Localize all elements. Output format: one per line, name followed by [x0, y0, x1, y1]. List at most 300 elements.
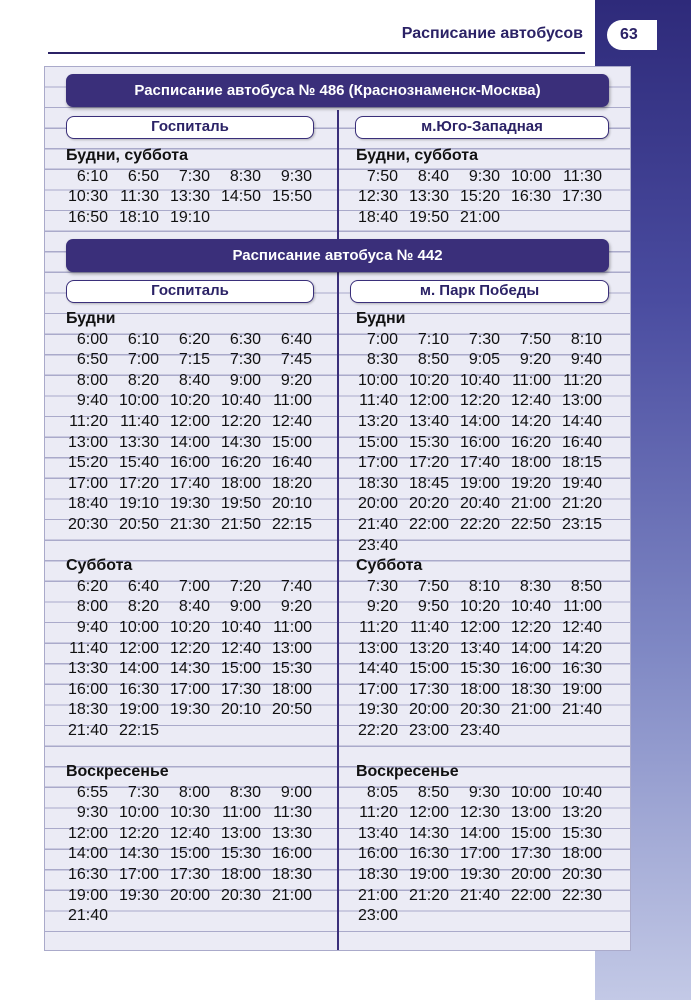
departure-time: 13:00	[271, 639, 312, 657]
departure-time: 21:40	[459, 886, 500, 904]
departure-time: 17:30	[561, 188, 602, 206]
departure-time: 8:50	[417, 783, 449, 801]
time-row	[56, 412, 316, 433]
departure-time: 18:40	[67, 495, 108, 513]
bus-486-stop-left: Госпиталь	[66, 116, 314, 139]
time-row	[346, 208, 606, 229]
departure-time: 16:30	[67, 866, 108, 884]
departure-time: 17:00	[118, 866, 159, 884]
time-row	[346, 391, 606, 412]
departure-time: 22:00	[408, 515, 449, 533]
departure-time: 13:20	[357, 412, 398, 430]
time-row	[346, 187, 606, 208]
time-row	[346, 350, 606, 371]
departure-time: 8:50	[417, 351, 449, 369]
bus-442-stop-right: м. Парк Победы	[350, 280, 609, 303]
departure-time: 16:30	[408, 845, 449, 863]
departure-time: 15:00	[357, 433, 398, 451]
departure-time: 8:20	[127, 371, 159, 389]
departure-time: 15:30	[561, 824, 602, 842]
departure-time: 7:50	[366, 167, 398, 185]
time-row	[56, 350, 316, 371]
departure-time: 17:00	[169, 680, 210, 698]
departure-time: 13:20	[408, 639, 449, 657]
section-label: Будни, суббота	[356, 147, 479, 164]
departure-time: 23:40	[459, 721, 500, 739]
departure-time: 18:15	[561, 454, 602, 472]
departure-time: 11:30	[563, 167, 602, 185]
departure-time: 14:50	[220, 188, 261, 206]
departure-time: 11:20	[359, 618, 398, 636]
departure-time: 11:20	[359, 804, 398, 822]
departure-time: 20:00	[169, 886, 210, 904]
departure-time: 16:30	[510, 188, 551, 206]
departure-time: 14:40	[561, 412, 602, 430]
departure-time: 7:30	[178, 167, 210, 185]
departure-time: 8:30	[229, 167, 261, 185]
departure-time: 18:00	[271, 680, 312, 698]
departure-time: 8:50	[570, 577, 602, 595]
departure-time: 20:20	[408, 495, 449, 513]
page-number: 63	[607, 20, 657, 50]
bus-486-right-times	[346, 146, 606, 228]
departure-time: 7:00	[366, 330, 398, 348]
time-row	[56, 453, 316, 474]
departure-time: 6:20	[76, 577, 108, 595]
departure-time: 14:00	[118, 660, 159, 678]
time-row	[56, 187, 316, 208]
time-row	[56, 865, 316, 886]
time-row	[346, 700, 606, 721]
departure-time: 16:00	[459, 433, 500, 451]
departure-time: 13:00	[357, 639, 398, 657]
time-row	[56, 208, 316, 229]
time-row	[346, 865, 606, 886]
departure-time: 15:00	[510, 824, 551, 842]
time-row	[56, 659, 316, 680]
departure-time: 14:20	[561, 639, 602, 657]
time-row	[346, 824, 606, 845]
departure-time: 8:05	[366, 783, 398, 801]
departure-time: 10:40	[220, 618, 261, 636]
departure-time: 19:30	[118, 886, 159, 904]
time-row	[346, 167, 606, 188]
time-row	[346, 536, 606, 557]
departure-time: 23:00	[408, 721, 449, 739]
departure-time: 20:00	[510, 866, 551, 884]
departure-time: 8:40	[178, 371, 210, 389]
departure-time: 13:00	[67, 433, 108, 451]
time-row	[56, 474, 316, 495]
departure-time: 7:30	[468, 330, 500, 348]
time-row	[346, 330, 606, 351]
departure-time: 7:00	[127, 351, 159, 369]
departure-time: 14:00	[459, 412, 500, 430]
departure-time: 17:30	[510, 845, 551, 863]
departure-time: 12:00	[408, 392, 449, 410]
departure-time: 19:30	[169, 495, 210, 513]
departure-time: 10:40	[459, 371, 500, 389]
departure-time: 15:00	[220, 660, 261, 678]
departure-time: 8:10	[570, 330, 602, 348]
departure-time: 23:15	[561, 515, 602, 533]
bus-442-right-times	[346, 309, 606, 927]
time-row	[346, 577, 606, 598]
departure-time: 19:20	[510, 474, 551, 492]
time-row	[56, 330, 316, 351]
departure-time: 12:30	[357, 188, 398, 206]
time-row	[346, 618, 606, 639]
departure-time: 17:40	[459, 454, 500, 472]
departure-time: 17:30	[408, 680, 449, 698]
departure-time: 11:40	[69, 639, 108, 657]
departure-time: 20:50	[118, 515, 159, 533]
departure-time: 17:00	[459, 845, 500, 863]
time-row	[346, 494, 606, 515]
time-row	[56, 391, 316, 412]
departure-time: 18:00	[561, 845, 602, 863]
departure-time: 20:40	[459, 495, 500, 513]
departure-time: 9:20	[519, 351, 551, 369]
bus-486-title: Расписание автобуса № 486 (Краснознаменск-Москва)	[66, 74, 609, 107]
time-row	[56, 803, 316, 824]
departure-time: 12:40	[510, 392, 551, 410]
departure-time: 12:00	[459, 618, 500, 636]
departure-time: 15:00	[169, 845, 210, 863]
departure-time: 13:40	[357, 824, 398, 842]
departure-time: 11:40	[410, 618, 449, 636]
departure-time: 13:30	[118, 433, 159, 451]
departure-time: 7:45	[280, 351, 312, 369]
time-row	[346, 371, 606, 392]
departure-time: 17:00	[357, 680, 398, 698]
departure-time: 19:30	[459, 866, 500, 884]
departure-time: 6:50	[127, 167, 159, 185]
time-row	[346, 659, 606, 680]
departure-time: 18:00	[220, 866, 261, 884]
departure-time: 9:50	[417, 598, 449, 616]
departure-time: 20:50	[271, 701, 312, 719]
departure-time: 21:00	[271, 886, 312, 904]
departure-time: 21:40	[67, 721, 108, 739]
departure-time: 12:40	[169, 824, 210, 842]
departure-time: 8:30	[519, 577, 551, 595]
departure-time: 7:15	[178, 351, 210, 369]
departure-time: 11:00	[273, 392, 312, 410]
time-row	[56, 700, 316, 721]
departure-time: 16:00	[357, 845, 398, 863]
departure-time: 8:30	[229, 783, 261, 801]
departure-time: 7:40	[280, 577, 312, 595]
departure-time: 14:30	[118, 845, 159, 863]
section-label: Воскресенье	[356, 763, 459, 781]
departure-time: 20:00	[408, 701, 449, 719]
departure-time: 12:00	[169, 412, 210, 430]
departure-time: 13:40	[459, 639, 500, 657]
bus-486-left-times	[56, 146, 316, 228]
departure-time: 11:20	[69, 412, 108, 430]
departure-time: 8:10	[468, 577, 500, 595]
departure-time: 18:00	[459, 680, 500, 698]
departure-time: 16:20	[220, 454, 261, 472]
departure-time: 21:50	[220, 515, 261, 533]
departure-time: 12:20	[169, 639, 210, 657]
departure-time: 9:00	[229, 598, 261, 616]
bus-442-title: Расписание автобуса № 442	[66, 239, 609, 272]
departure-time: 11:30	[120, 188, 159, 206]
departure-time: 20:30	[220, 886, 261, 904]
departure-time: 14:20	[510, 412, 551, 430]
departure-time: 14:30	[220, 433, 261, 451]
time-row	[56, 639, 316, 660]
departure-time: 13:20	[561, 804, 602, 822]
departure-time: 13:00	[220, 824, 261, 842]
time-row	[56, 597, 316, 618]
departure-time: 19:10	[118, 495, 159, 513]
departure-time: 11:00	[512, 371, 551, 389]
section-label: Будни	[356, 310, 406, 327]
departure-time: 19:00	[408, 866, 449, 884]
departure-time: 22:15	[271, 515, 312, 533]
departure-time: 19:40	[561, 474, 602, 492]
time-row	[56, 515, 316, 536]
time-row	[346, 886, 606, 907]
departure-time: 21:00	[510, 701, 551, 719]
departure-time: 15:30	[271, 660, 312, 678]
time-row	[56, 886, 316, 907]
departure-time: 10:00	[118, 804, 159, 822]
departure-time: 13:30	[271, 824, 312, 842]
departure-time: 17:00	[67, 474, 108, 492]
departure-time: 19:30	[169, 701, 210, 719]
time-row	[346, 474, 606, 495]
departure-time: 10:30	[67, 188, 108, 206]
departure-time: 16:30	[118, 680, 159, 698]
departure-time: 16:40	[561, 433, 602, 451]
departure-time: 14:40	[357, 660, 398, 678]
departure-time: 19:00	[561, 680, 602, 698]
departure-time: 6:00	[76, 330, 108, 348]
time-row	[346, 741, 606, 762]
departure-time: 21:00	[510, 495, 551, 513]
departure-time: 6:30	[229, 330, 261, 348]
departure-time: 13:40	[408, 412, 449, 430]
departure-time: 16:30	[561, 660, 602, 678]
time-row	[56, 618, 316, 639]
time-row	[56, 371, 316, 392]
departure-time: 12:20	[459, 392, 500, 410]
departure-time: 10:00	[510, 783, 551, 801]
departure-time: 22:15	[118, 721, 159, 739]
departure-time: 21:20	[408, 886, 449, 904]
departure-time: 8:40	[178, 598, 210, 616]
departure-time: 18:00	[220, 474, 261, 492]
departure-time: 22:50	[510, 515, 551, 533]
section-label: Суббота	[66, 557, 133, 575]
departure-time: 20:10	[220, 701, 261, 719]
departure-time: 6:10	[76, 167, 108, 185]
departure-time: 18:40	[357, 208, 398, 226]
time-row	[56, 167, 316, 188]
departure-time: 13:00	[510, 804, 551, 822]
time-row	[56, 536, 316, 557]
departure-time: 19:00	[459, 474, 500, 492]
departure-time: 17:40	[169, 474, 210, 492]
departure-time: 18:30	[357, 866, 398, 884]
departure-time: 20:30	[459, 701, 500, 719]
departure-time: 23:00	[357, 907, 398, 925]
departure-time: 7:50	[417, 577, 449, 595]
time-row	[56, 783, 316, 804]
departure-time: 19:30	[357, 701, 398, 719]
departure-time: 16:20	[510, 433, 551, 451]
section-label: Суббота	[356, 557, 423, 575]
title-rule	[48, 52, 585, 54]
time-row	[346, 680, 606, 701]
departure-time: 23:40	[357, 536, 398, 554]
departure-time: 9:20	[280, 598, 312, 616]
departure-time: 10:00	[510, 167, 551, 185]
departure-time: 10:40	[220, 392, 261, 410]
departure-time: 6:40	[280, 330, 312, 348]
section-label: Будни	[66, 310, 116, 327]
departure-time: 9:00	[229, 371, 261, 389]
departure-time: 21:40	[357, 515, 398, 533]
departure-time: 15:40	[118, 454, 159, 472]
departure-time: 9:40	[76, 618, 108, 636]
departure-time: 12:20	[510, 618, 551, 636]
departure-time: 19:00	[118, 701, 159, 719]
departure-time: 17:00	[357, 454, 398, 472]
departure-time: 16:00	[271, 845, 312, 863]
departure-time: 14:30	[408, 824, 449, 842]
time-row	[56, 680, 316, 701]
departure-time: 9:20	[280, 371, 312, 389]
departure-time: 16:00	[169, 454, 210, 472]
departure-time: 21:20	[561, 495, 602, 513]
departure-time: 20:30	[561, 866, 602, 884]
departure-time: 22:20	[357, 721, 398, 739]
departure-time: 9:30	[76, 804, 108, 822]
departure-time: 21:00	[357, 886, 398, 904]
departure-time: 15:50	[271, 188, 312, 206]
departure-time: 17:20	[118, 474, 159, 492]
departure-time: 6:20	[178, 330, 210, 348]
departure-time: 10:00	[118, 618, 159, 636]
departure-time: 15:20	[459, 188, 500, 206]
departure-time: 11:40	[120, 412, 159, 430]
departure-time: 13:30	[408, 188, 449, 206]
departure-time: 17:20	[408, 454, 449, 472]
time-row	[56, 906, 316, 927]
departure-time: 19:50	[408, 208, 449, 226]
departure-time: 9:00	[280, 783, 312, 801]
departure-time: 21:40	[561, 701, 602, 719]
time-row	[346, 515, 606, 536]
departure-time: 7:30	[366, 577, 398, 595]
departure-time: 10:30	[169, 804, 210, 822]
time-row	[346, 453, 606, 474]
departure-time: 8:30	[366, 351, 398, 369]
time-row	[346, 639, 606, 660]
departure-time: 12:00	[67, 824, 108, 842]
departure-time: 22:20	[459, 515, 500, 533]
departure-time: 21:40	[67, 907, 108, 925]
departure-time: 6:40	[127, 577, 159, 595]
departure-time: 9:05	[468, 351, 500, 369]
departure-time: 14:00	[510, 639, 551, 657]
departure-time: 20:30	[67, 515, 108, 533]
departure-time: 10:40	[510, 598, 551, 616]
departure-time: 12:20	[118, 824, 159, 842]
departure-time: 6:50	[76, 351, 108, 369]
departure-time: 12:20	[220, 412, 261, 430]
time-row	[56, 577, 316, 598]
departure-time: 6:55	[76, 783, 108, 801]
departure-time: 9:30	[280, 167, 312, 185]
bus-442-left-times	[56, 309, 316, 927]
departure-time: 15:00	[408, 660, 449, 678]
departure-time: 11:00	[222, 804, 261, 822]
departure-time: 20:00	[357, 495, 398, 513]
departure-time: 9:30	[468, 167, 500, 185]
time-row	[56, 741, 316, 762]
departure-time: 15:30	[459, 660, 500, 678]
time-row	[346, 906, 606, 927]
departure-time: 11:00	[273, 618, 312, 636]
departure-time: 12:00	[118, 639, 159, 657]
time-row	[56, 824, 316, 845]
departure-time: 16:00	[510, 660, 551, 678]
time-row	[56, 844, 316, 865]
departure-time: 21:00	[459, 208, 500, 226]
departure-time: 22:00	[510, 886, 551, 904]
departure-time: 8:00	[76, 598, 108, 616]
departure-time: 13:30	[169, 188, 210, 206]
departure-time: 13:00	[561, 392, 602, 410]
page-title: Расписание автобусов	[401, 25, 583, 42]
departure-time: 18:45	[408, 474, 449, 492]
departure-time: 16:50	[67, 208, 108, 226]
departure-time: 15:30	[220, 845, 261, 863]
departure-time: 17:30	[169, 866, 210, 884]
departure-time: 13:30	[67, 660, 108, 678]
time-row	[346, 844, 606, 865]
time-row	[346, 721, 606, 742]
time-row	[56, 721, 316, 742]
time-row	[346, 412, 606, 433]
departure-time: 8:00	[178, 783, 210, 801]
departure-time: 9:20	[366, 598, 398, 616]
departure-time: 22:30	[561, 886, 602, 904]
departure-time: 12:40	[220, 639, 261, 657]
departure-time: 18:00	[510, 454, 551, 472]
departure-time: 10:20	[408, 371, 449, 389]
departure-time: 14:00	[169, 433, 210, 451]
departure-time: 7:20	[229, 577, 261, 595]
section-label: Будни, суббота	[66, 147, 189, 164]
departure-time: 7:50	[519, 330, 551, 348]
time-row	[56, 433, 316, 454]
departure-time: 7:10	[417, 330, 449, 348]
departure-time: 15:30	[408, 433, 449, 451]
departure-time: 17:30	[220, 680, 261, 698]
departure-time: 19:00	[67, 886, 108, 904]
departure-time: 11:40	[359, 392, 398, 410]
departure-time: 11:20	[563, 371, 602, 389]
departure-time: 14:00	[459, 824, 500, 842]
time-row	[346, 803, 606, 824]
